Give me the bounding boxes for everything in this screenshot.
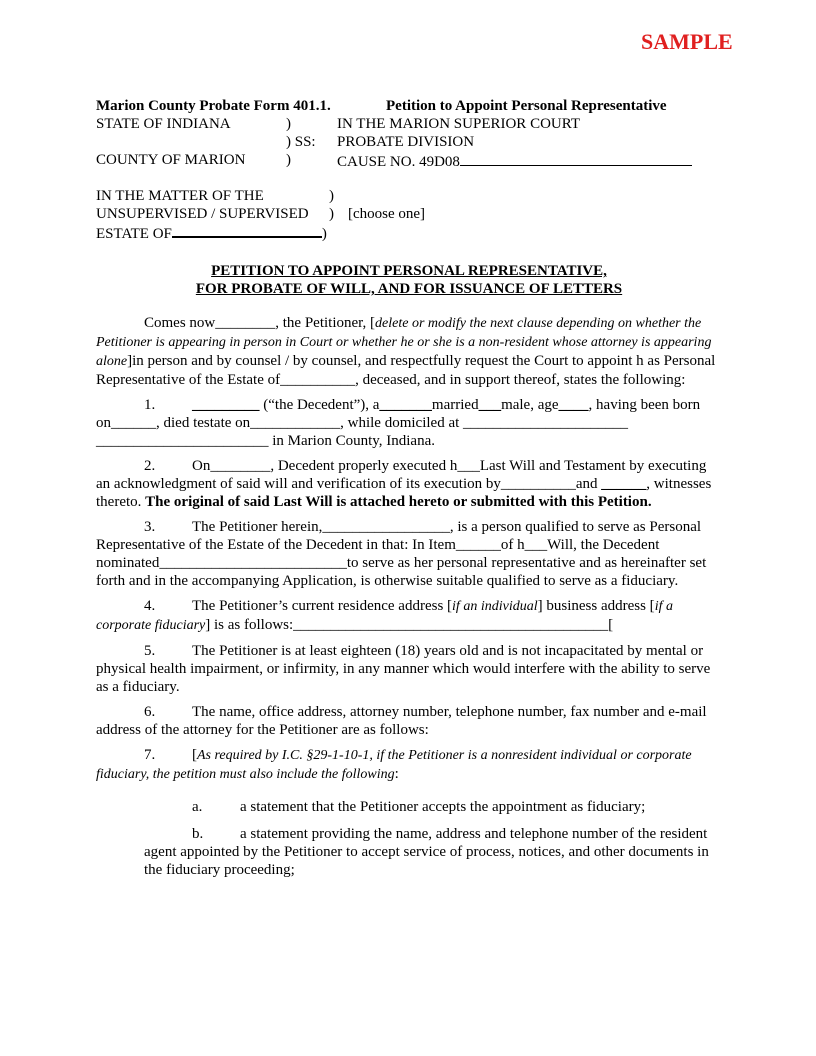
form-label: Marion County Probate Form 401.1.	[96, 98, 331, 114]
form-header-line	[96, 97, 722, 115]
paragraph-2	[96, 457, 722, 511]
paragraph-number: 1.	[144, 397, 156, 413]
cause-number-blank	[460, 151, 692, 166]
subparagraph-a	[144, 798, 722, 816]
paragraph-number: 4.	[144, 598, 156, 614]
original-will-statement: The original of said Last Will is attached hereto or submitted with this Petition.	[145, 494, 652, 510]
matter-row-1	[96, 187, 722, 205]
subparagraph-letter: b.	[192, 826, 204, 842]
matter-row-2	[96, 205, 722, 223]
paragraph-number: 6.	[144, 704, 156, 720]
paragraph-text: ] business address [	[537, 598, 655, 614]
subparagraph-letter: a.	[192, 799, 203, 815]
intro-text: ]in person and by counsel / by counsel, and respectfully request the Court to appoint h as Personal Representative of the Estate of__________, deceased, and in support thereof, states the following:	[96, 353, 716, 388]
document-title-line-1: PETITION TO APPOINT PERSONAL REPRESENTATIVE,	[211, 263, 607, 279]
paragraph-3	[96, 518, 722, 590]
paragraph-number: 2.	[144, 458, 156, 474]
paragraph-5	[96, 642, 722, 696]
instruction-text: As required by I.C. §29-1-10-1, if the Petitioner is a nonresident individual or corporate fiduciary, the petition must also include the following	[96, 748, 692, 782]
paragraph-number: 5.	[144, 643, 156, 659]
state-label: STATE OF INDIANA	[96, 116, 231, 132]
document-title-line-2: FOR PROBATE OF WILL, AND FOR ISSUANCE OF LETTERS	[195, 281, 623, 297]
matter-paren: )	[321, 226, 327, 242]
subparagraph-text: a statement that the Petitioner accepts the appointment as fiduciary;	[240, 799, 646, 815]
cause-label: CAUSE NO. 49D08	[337, 154, 460, 170]
witness-blank: ______	[601, 476, 647, 492]
decedent-blank: _________	[192, 397, 260, 413]
matter-line: UNSUPERVISED / SUPERVISED	[96, 206, 309, 222]
court-name: IN THE MARION SUPERIOR COURT	[337, 116, 581, 132]
instruction-text: if a corporate fiduciary	[96, 599, 673, 633]
paragraph-text: The Petitioner is at least eighteen (18) years old and is not incapacitated by mental or physical health impairment, or infirmity, in any manner which would interfere with the ability to serve as a fiduciary.	[96, 643, 711, 695]
paragraph-text: married	[431, 397, 479, 413]
county-label: COUNTY OF MARION	[96, 152, 246, 168]
intro-instruction: delete or modify the next clause depending on whether the Petitioner is appearing in person in Court or whether he or she is a non-resident whose attorney is appearing alone	[96, 316, 712, 369]
paragraph-text: , witnesses thereto.	[96, 476, 712, 510]
paragraph-6	[96, 703, 722, 739]
matter-paren: )	[329, 188, 334, 204]
paragraph-text: [	[192, 747, 197, 763]
paragraph-7	[96, 746, 722, 784]
age-blank: ____	[558, 397, 589, 413]
paragraph-text: The Petitioner’s current residence address [	[192, 598, 453, 614]
cause-number	[337, 151, 692, 171]
caption-paren: )	[286, 152, 291, 168]
paragraph-number: 7.	[144, 747, 156, 763]
paragraph-text: On________, Decedent properly executed h___Last Will and Testament by executing an acknowledgment of said will and verification of its execution by__________and	[96, 458, 707, 492]
paragraph-4	[96, 597, 722, 635]
marital-blank: _______	[379, 397, 432, 413]
paragraph-text: The name, office address, attorney number, telephone number, fax number and e-mail address of the attorney for the Petitioner are as follows:	[96, 704, 707, 738]
paragraph-text: , having been born on______, died testate on____________, while domiciled at ______________________ _______________________ in Marion County, Indiana.	[96, 397, 701, 449]
gender-blank: ___	[478, 397, 502, 413]
subparagraph-b	[144, 825, 722, 879]
estate-of	[96, 223, 327, 243]
estate-of-label: ESTATE OF	[96, 226, 172, 242]
form-title: Petition to Appoint Personal Representative	[386, 98, 667, 114]
matter-paren: )	[329, 206, 334, 222]
caption-row-2	[96, 133, 722, 151]
sample-watermark: SAMPLE	[641, 29, 733, 54]
paragraph-text: (“the Decedent”), a	[259, 397, 380, 413]
paragraph-number: 3.	[144, 519, 156, 535]
matter-line: IN THE MATTER OF THE	[96, 188, 264, 204]
intro-paragraph	[96, 314, 722, 389]
choose-one-note: [choose one]	[348, 206, 426, 222]
estate-name-blank	[172, 223, 322, 238]
paragraph-text: ] is as follows:__________________________________________[	[205, 617, 614, 633]
subparagraph-text: a statement providing the name, address and telephone number of the resident agent appointed by the Petitioner to accept service of process, notices, and other documents in the fiduciary proceeding;	[144, 826, 709, 878]
paragraph-text: :	[394, 766, 399, 782]
instruction-text: if an individual	[452, 599, 538, 614]
paragraph-text: male, age	[501, 397, 559, 413]
paragraph-1	[96, 396, 722, 450]
division-name: PROBATE DIVISION	[337, 134, 475, 150]
caption-row-3	[96, 151, 722, 169]
matter-row-3	[96, 223, 722, 241]
ss-label: ) SS:	[286, 134, 316, 150]
caption-row-1	[96, 115, 722, 133]
paragraph-text: The Petitioner herein,_________________, is a person qualified to serve as Personal Representative of the Estate of the Decedent in that: In Item______of h___Will, the Decedent nominated_________________________to serve as her personal representative and as hereinafter set forth and in the accompanying Application, is otherwise suitable qualified to serve as a fiduciary.	[96, 519, 707, 589]
caption-paren: )	[286, 116, 291, 132]
intro-text: Comes now________, the Petitioner, [	[144, 315, 376, 331]
form-page	[96, 97, 722, 879]
